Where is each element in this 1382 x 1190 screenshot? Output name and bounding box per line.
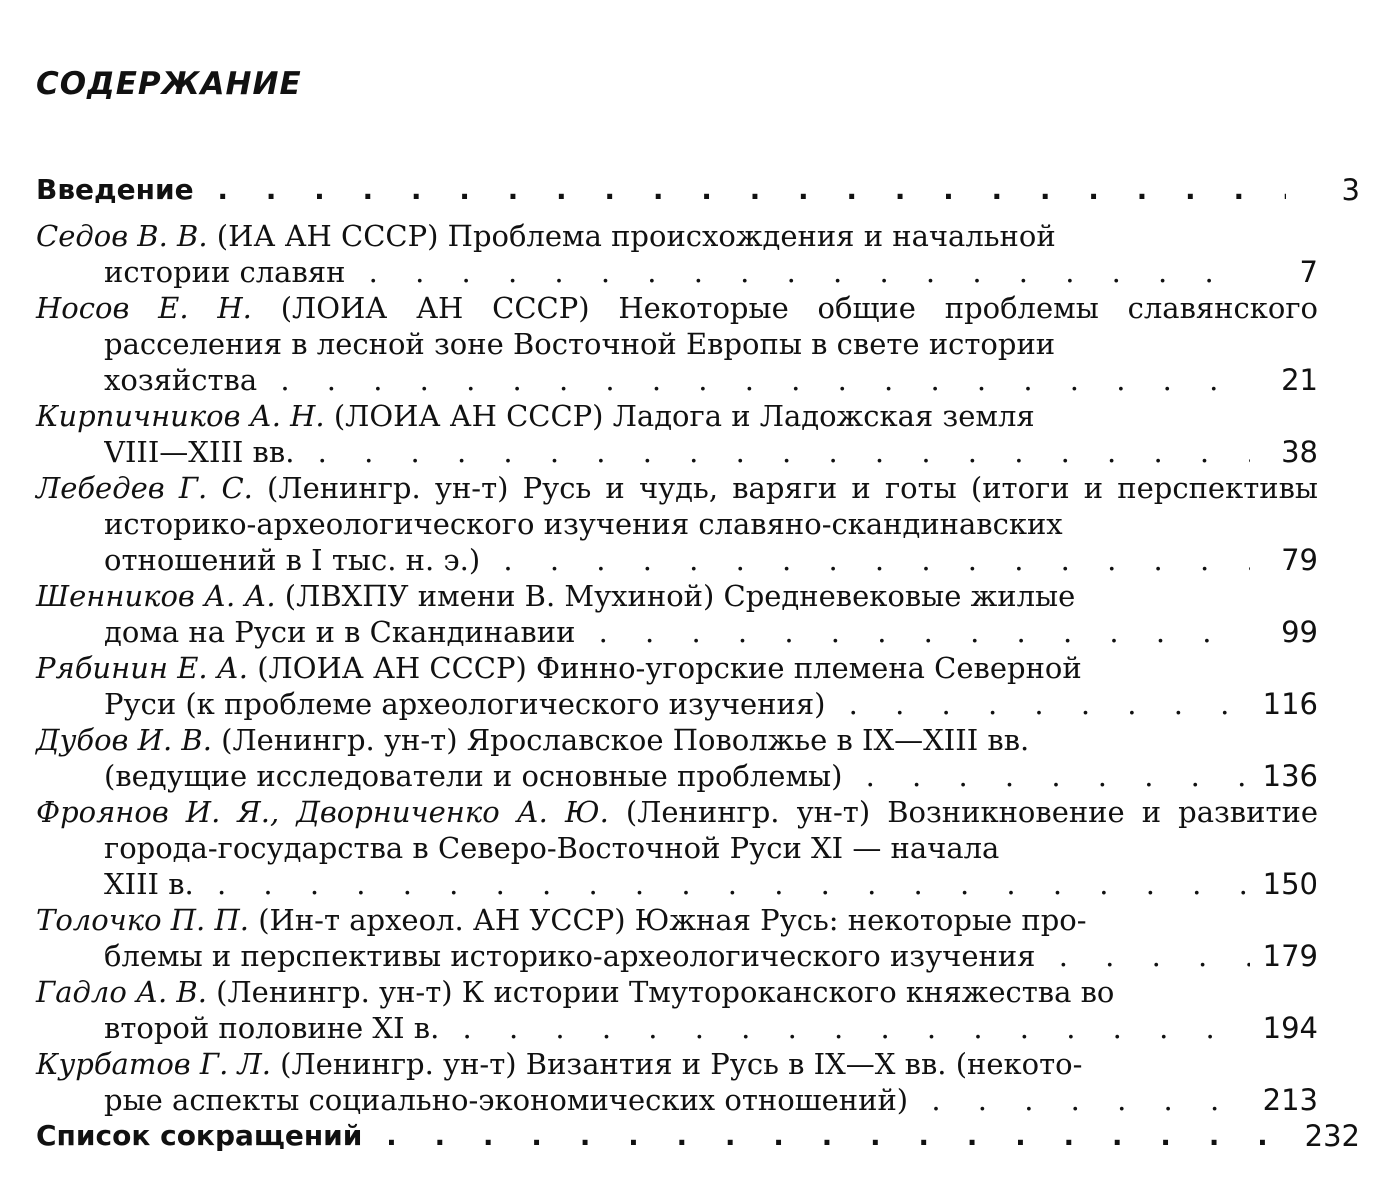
- toc-entry-title-end: XIII в. . . .: [104, 866, 1250, 902]
- toc-entry-author: Кирпичников А. Н.: [36, 399, 325, 433]
- toc-entry: [36, 398, 1318, 470]
- toc-entry-title: (ИА АН СССР) Проблема происхождения и начальной: [207, 219, 1056, 253]
- toc-entry-title: (Ленингр. ун-т) К истории Тмутороканского княжества во: [206, 975, 1115, 1009]
- toc-entry-author: Носов Е. Н.: [36, 291, 252, 325]
- toc-page-number: 38: [1281, 435, 1318, 469]
- toc-entry-title-end: хозяйства . . .: [104, 362, 1250, 398]
- toc-entry-author: Шенников А. А.: [36, 579, 276, 613]
- toc-page-number: 150: [1262, 867, 1318, 901]
- toc-entry: [36, 1046, 1318, 1118]
- toc-entry-title-end: VIII—XIII вв. . . .: [104, 434, 1250, 470]
- toc-entry-author: Фроянов И. Я., Дворниченко А. Ю.: [36, 795, 609, 829]
- toc-page-number: 79: [1281, 543, 1318, 577]
- toc-entry-title: Введение . . .: [36, 172, 1286, 208]
- toc-page-number: 3: [1341, 173, 1360, 207]
- toc-entry-title-end: дома на Руси и в Скандинавии . . .: [104, 614, 1250, 650]
- toc-entry-author: Рябинин Е. А.: [36, 651, 248, 685]
- toc-entry-title: (Ленингр. ун-т) Возникновение и развитие города-государства в Северо-Восточной Руси XI — начала: [104, 795, 1319, 865]
- toc-entry-author: Дубов И. В.: [36, 723, 212, 757]
- toc-entry-title-end: истории славян . . .: [104, 254, 1250, 290]
- toc-page-number: 194: [1262, 1011, 1318, 1045]
- toc-page-number: 232: [1304, 1119, 1360, 1153]
- toc-entry: [36, 578, 1318, 650]
- toc-entry: [36, 902, 1318, 974]
- toc-entry: [36, 794, 1318, 902]
- toc-entry-title-end: Руси (к проблеме археологического изучения) . . .: [104, 686, 1250, 722]
- toc-entry-title: (Ленингр. ун-т) Ярославское Поволжье в IX—XIII вв.: [211, 723, 1030, 757]
- toc-entry-title-end: отношений в I тыс. н. э.) . . .: [104, 542, 1250, 578]
- toc-page-number: 116: [1262, 687, 1318, 721]
- toc-page-number: 21: [1281, 363, 1318, 397]
- toc-entry-abbreviations: [36, 1118, 1360, 1154]
- toc-entry-title: (ЛОИА АН СССР) Финно-угорские племена Северной: [247, 651, 1082, 685]
- toc-entry-introduction: [36, 172, 1360, 208]
- toc-entry-title: (ЛОИА АН СССР) Ладога и Ладожская земля: [324, 399, 1035, 433]
- toc-entry-title: (ЛОИА АН СССР) Некоторые общие проблемы славянского расселения в лесной зоне Восточной Европы в свете истории: [104, 291, 1318, 361]
- toc-entry-author: Толочко П. П.: [36, 903, 249, 937]
- toc-entry: [36, 218, 1318, 290]
- toc-page-number: 179: [1262, 939, 1318, 973]
- toc-entry-title-end: (ведущие исследователи и основные проблемы) . . .: [104, 758, 1250, 794]
- toc-entry: [36, 650, 1318, 722]
- toc-page-number: 213: [1262, 1083, 1318, 1117]
- toc-entry: [36, 974, 1318, 1046]
- toc-entry-title: (Ленингр. ун-т) Русь и чудь, варяги и готы (итоги и перспективы историко-археологического изучения славяно-скандинавских: [104, 471, 1318, 541]
- toc-entry-title-end: второй половине XI в. . . .: [104, 1010, 1250, 1046]
- toc-page-number: 7: [1299, 255, 1318, 289]
- toc-entry: [36, 290, 1318, 398]
- page-title: СОДЕРЖАНИЕ: [36, 66, 302, 102]
- toc-page-number: 136: [1262, 759, 1318, 793]
- toc-entry-title-end: рые аспекты социально-экономических отношений) . . .: [104, 1082, 1250, 1118]
- toc-page-number: 99: [1281, 615, 1318, 649]
- toc-entry-author: Седов В. В.: [36, 219, 208, 253]
- toc-entry-author: Лебедев Г. С.: [36, 471, 253, 505]
- toc-entry-title: (Ленингр. ун-т) Византия и Русь в IX—X вв. (некото-: [270, 1047, 1083, 1081]
- toc-entry-title: (Ин-т археол. АН УССР) Южная Русь: некоторые про-: [249, 903, 1087, 937]
- toc-entry-author: Гадло А. В.: [36, 975, 207, 1009]
- toc-entry-title: Список сокращений . . .: [36, 1118, 1286, 1154]
- toc-entry: [36, 722, 1318, 794]
- table-of-contents: [36, 172, 1360, 1160]
- toc-entry: [36, 470, 1318, 578]
- toc-entry-author: Курбатов Г. Л.: [36, 1047, 271, 1081]
- toc-entry-title: (ЛВХПУ имени В. Мухиной) Средневековые жилые: [275, 579, 1076, 613]
- toc-entry-title-end: блемы и перспективы историко-археологического изучения . . .: [104, 938, 1250, 974]
